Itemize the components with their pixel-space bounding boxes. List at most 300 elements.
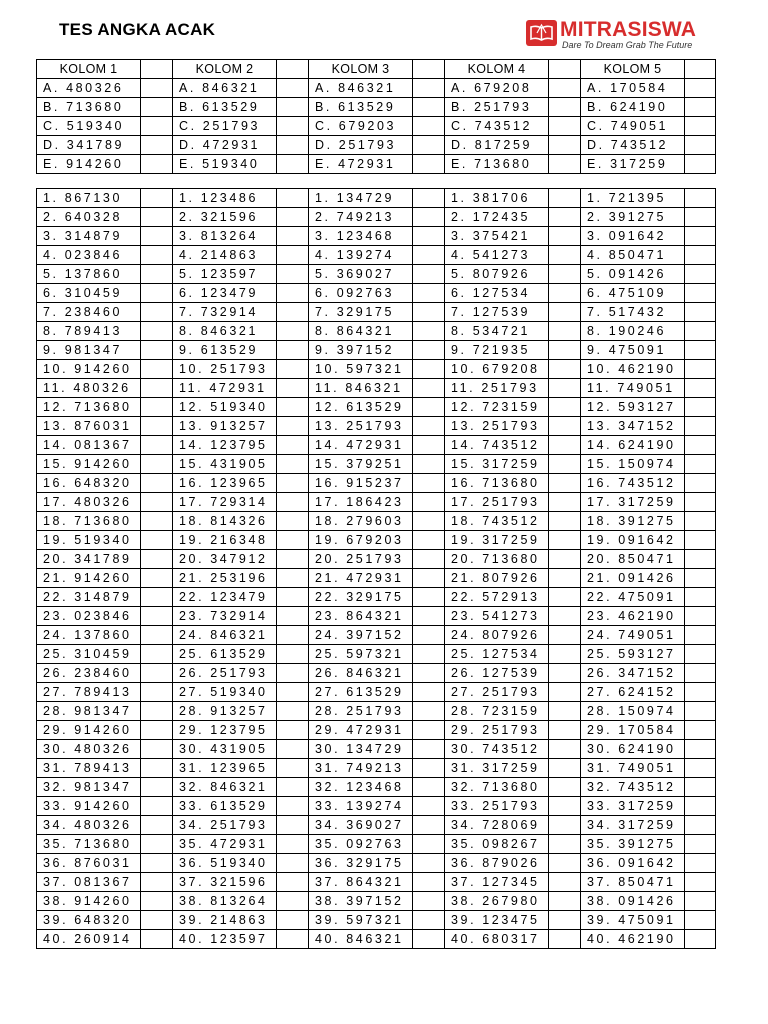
answer-cell[interactable] bbox=[277, 740, 309, 759]
answer-cell[interactable] bbox=[549, 303, 581, 322]
answer-cell[interactable] bbox=[413, 189, 445, 208]
question-cell: 4. 214863 bbox=[173, 246, 277, 265]
answer-cell[interactable] bbox=[685, 341, 716, 360]
answer-cell[interactable] bbox=[141, 569, 173, 588]
answer-cell[interactable] bbox=[141, 911, 173, 930]
answer-cell[interactable] bbox=[549, 873, 581, 892]
answer-cell[interactable] bbox=[549, 702, 581, 721]
answer-cell[interactable] bbox=[549, 607, 581, 626]
answer-cell[interactable] bbox=[413, 398, 445, 417]
question-cell: 27. 789413 bbox=[37, 683, 141, 702]
answer-cell[interactable] bbox=[549, 569, 581, 588]
option-spacer bbox=[277, 117, 309, 136]
question-cell: 29. 472931 bbox=[309, 721, 413, 740]
question-cell: 24. 807926 bbox=[445, 626, 549, 645]
question-cell: 30. 480326 bbox=[37, 740, 141, 759]
option-cell: A. 679208 bbox=[445, 79, 549, 98]
header-spacer bbox=[141, 60, 173, 79]
answer-cell[interactable] bbox=[413, 683, 445, 702]
answer-cell[interactable] bbox=[141, 265, 173, 284]
question-cell: 27. 613529 bbox=[309, 683, 413, 702]
answer-cell[interactable] bbox=[141, 455, 173, 474]
answer-cell[interactable] bbox=[141, 550, 173, 569]
option-row bbox=[37, 136, 716, 155]
answer-cell[interactable] bbox=[141, 379, 173, 398]
option-cell: E. 713680 bbox=[445, 155, 549, 174]
answer-cell[interactable] bbox=[277, 759, 309, 778]
answer-cell[interactable] bbox=[685, 227, 716, 246]
answer-cell[interactable] bbox=[685, 892, 716, 911]
option-cell: B. 713680 bbox=[37, 98, 141, 117]
question-row bbox=[37, 911, 716, 930]
question-cell: 37. 321596 bbox=[173, 873, 277, 892]
answer-cell[interactable] bbox=[549, 911, 581, 930]
answer-cell[interactable] bbox=[685, 512, 716, 531]
answer-cell[interactable] bbox=[685, 721, 716, 740]
answer-cell[interactable] bbox=[277, 246, 309, 265]
answer-cell[interactable] bbox=[277, 778, 309, 797]
answer-cell[interactable] bbox=[685, 379, 716, 398]
answer-cell[interactable] bbox=[685, 626, 716, 645]
answer-cell[interactable] bbox=[685, 607, 716, 626]
answer-cell[interactable] bbox=[141, 417, 173, 436]
answer-cell[interactable] bbox=[549, 398, 581, 417]
question-cell: 10. 251793 bbox=[173, 360, 277, 379]
question-cell: 25. 613529 bbox=[173, 645, 277, 664]
question-cell: 31. 749051 bbox=[581, 759, 685, 778]
question-cell: 16. 743512 bbox=[581, 474, 685, 493]
answer-cell[interactable] bbox=[413, 341, 445, 360]
question-row bbox=[37, 360, 716, 379]
answer-cell[interactable] bbox=[549, 379, 581, 398]
answer-cell[interactable] bbox=[141, 626, 173, 645]
option-spacer bbox=[549, 98, 581, 117]
answer-cell[interactable] bbox=[141, 797, 173, 816]
answer-cell[interactable] bbox=[685, 531, 716, 550]
answer-cell[interactable] bbox=[277, 588, 309, 607]
answer-cell[interactable] bbox=[685, 550, 716, 569]
answer-cell[interactable] bbox=[413, 664, 445, 683]
answer-cell[interactable] bbox=[549, 759, 581, 778]
answer-cell[interactable] bbox=[685, 493, 716, 512]
answer-cell[interactable] bbox=[141, 531, 173, 550]
question-row bbox=[37, 626, 716, 645]
answer-cell[interactable] bbox=[549, 854, 581, 873]
question-cell: 13. 251793 bbox=[445, 417, 549, 436]
answer-cell[interactable] bbox=[685, 759, 716, 778]
option-spacer bbox=[413, 117, 445, 136]
question-cell: 2. 391275 bbox=[581, 208, 685, 227]
answer-cell[interactable] bbox=[277, 607, 309, 626]
answer-cell[interactable] bbox=[277, 360, 309, 379]
question-cell: 36. 876031 bbox=[37, 854, 141, 873]
answer-cell[interactable] bbox=[685, 930, 716, 949]
question-cell: 36. 879026 bbox=[445, 854, 549, 873]
answer-cell[interactable] bbox=[685, 417, 716, 436]
answer-cell[interactable] bbox=[413, 246, 445, 265]
answer-cell[interactable] bbox=[277, 702, 309, 721]
answer-cell[interactable] bbox=[413, 721, 445, 740]
answer-cell[interactable] bbox=[277, 436, 309, 455]
answer-cell[interactable] bbox=[277, 284, 309, 303]
question-cell: 24. 749051 bbox=[581, 626, 685, 645]
answer-cell[interactable] bbox=[685, 816, 716, 835]
answer-cell[interactable] bbox=[413, 873, 445, 892]
answer-cell[interactable] bbox=[549, 493, 581, 512]
answer-cell[interactable] bbox=[413, 645, 445, 664]
answer-cell[interactable] bbox=[549, 322, 581, 341]
option-cell: C. 519340 bbox=[37, 117, 141, 136]
answer-cell[interactable] bbox=[685, 854, 716, 873]
answer-cell[interactable] bbox=[277, 645, 309, 664]
answer-cell[interactable] bbox=[685, 797, 716, 816]
answer-cell[interactable] bbox=[141, 474, 173, 493]
answer-cell[interactable] bbox=[277, 474, 309, 493]
question-row bbox=[37, 607, 716, 626]
answer-cell[interactable] bbox=[685, 588, 716, 607]
question-row bbox=[37, 417, 716, 436]
answer-cell[interactable] bbox=[277, 189, 309, 208]
answer-cell[interactable] bbox=[277, 512, 309, 531]
answer-cell[interactable] bbox=[549, 816, 581, 835]
answer-cell[interactable] bbox=[413, 322, 445, 341]
answer-cell[interactable] bbox=[549, 512, 581, 531]
option-cell: A. 170584 bbox=[581, 79, 685, 98]
answer-cell[interactable] bbox=[413, 911, 445, 930]
answer-cell[interactable] bbox=[685, 208, 716, 227]
question-cell: 10. 462190 bbox=[581, 360, 685, 379]
answer-cell[interactable] bbox=[413, 227, 445, 246]
answer-cell[interactable] bbox=[685, 436, 716, 455]
question-cell: 20. 347912 bbox=[173, 550, 277, 569]
question-cell: 14. 123795 bbox=[173, 436, 277, 455]
answer-cell[interactable] bbox=[141, 398, 173, 417]
answer-cell[interactable] bbox=[277, 626, 309, 645]
answer-cell[interactable] bbox=[549, 778, 581, 797]
question-row bbox=[37, 759, 716, 778]
option-cell: C. 749051 bbox=[581, 117, 685, 136]
answer-cell[interactable] bbox=[549, 417, 581, 436]
answer-cell[interactable] bbox=[141, 512, 173, 531]
answer-cell[interactable] bbox=[277, 265, 309, 284]
header-spacer bbox=[685, 60, 716, 79]
question-cell: 32. 743512 bbox=[581, 778, 685, 797]
answer-cell[interactable] bbox=[413, 436, 445, 455]
question-cell: 36. 519340 bbox=[173, 854, 277, 873]
answer-cell[interactable] bbox=[549, 360, 581, 379]
question-cell: 39. 214863 bbox=[173, 911, 277, 930]
answer-cell[interactable] bbox=[413, 626, 445, 645]
answer-cell[interactable] bbox=[277, 550, 309, 569]
question-cell: 8. 846321 bbox=[173, 322, 277, 341]
answer-cell[interactable] bbox=[141, 341, 173, 360]
answer-cell[interactable] bbox=[413, 208, 445, 227]
answer-cell[interactable] bbox=[277, 721, 309, 740]
answer-cell[interactable] bbox=[277, 664, 309, 683]
answer-cell[interactable] bbox=[277, 930, 309, 949]
question-cell: 7. 127539 bbox=[445, 303, 549, 322]
answer-cell[interactable] bbox=[277, 208, 309, 227]
question-cell: 1. 721395 bbox=[581, 189, 685, 208]
answer-cell[interactable] bbox=[549, 550, 581, 569]
answer-cell[interactable] bbox=[141, 740, 173, 759]
answer-cell[interactable] bbox=[549, 436, 581, 455]
answer-cell[interactable] bbox=[141, 892, 173, 911]
answer-cell[interactable] bbox=[685, 664, 716, 683]
answer-cell[interactable] bbox=[277, 322, 309, 341]
answer-cell[interactable] bbox=[549, 208, 581, 227]
option-cell: C. 743512 bbox=[445, 117, 549, 136]
answer-cell[interactable] bbox=[141, 930, 173, 949]
question-cell: 15. 379251 bbox=[309, 455, 413, 474]
question-row bbox=[37, 835, 716, 854]
answer-cell[interactable] bbox=[549, 227, 581, 246]
question-cell: 37. 850471 bbox=[581, 873, 685, 892]
answer-cell[interactable] bbox=[277, 398, 309, 417]
answer-cell[interactable] bbox=[549, 892, 581, 911]
answer-cell[interactable] bbox=[413, 892, 445, 911]
answer-cell[interactable] bbox=[413, 702, 445, 721]
question-cell: 15. 914260 bbox=[37, 455, 141, 474]
option-spacer bbox=[549, 79, 581, 98]
question-row bbox=[37, 493, 716, 512]
answer-cell[interactable] bbox=[413, 740, 445, 759]
question-cell: 30. 431905 bbox=[173, 740, 277, 759]
answer-cell[interactable] bbox=[141, 873, 173, 892]
question-cell: 17. 729314 bbox=[173, 493, 277, 512]
answer-cell[interactable] bbox=[685, 189, 716, 208]
question-cell: 29. 251793 bbox=[445, 721, 549, 740]
answer-cell[interactable] bbox=[277, 854, 309, 873]
question-cell: 30. 134729 bbox=[309, 740, 413, 759]
question-cell: 16. 648320 bbox=[37, 474, 141, 493]
answer-cell[interactable] bbox=[685, 873, 716, 892]
answer-cell[interactable] bbox=[277, 873, 309, 892]
answer-cell[interactable] bbox=[141, 303, 173, 322]
column-header: KOLOM 3 bbox=[309, 60, 413, 79]
question-cell: 8. 534721 bbox=[445, 322, 549, 341]
answer-cell[interactable] bbox=[141, 322, 173, 341]
header-spacer bbox=[549, 60, 581, 79]
answer-cell[interactable] bbox=[277, 797, 309, 816]
answer-cell[interactable] bbox=[277, 379, 309, 398]
option-cell: E. 914260 bbox=[37, 155, 141, 174]
question-cell: 21. 807926 bbox=[445, 569, 549, 588]
answer-cell[interactable] bbox=[141, 816, 173, 835]
answer-cell[interactable] bbox=[685, 778, 716, 797]
answer-cell[interactable] bbox=[685, 911, 716, 930]
option-cell: B. 613529 bbox=[309, 98, 413, 117]
answer-cell[interactable] bbox=[685, 702, 716, 721]
answer-cell[interactable] bbox=[277, 816, 309, 835]
answer-cell[interactable] bbox=[277, 892, 309, 911]
answer-cell[interactable] bbox=[549, 531, 581, 550]
question-cell: 34. 728069 bbox=[445, 816, 549, 835]
header-row bbox=[37, 60, 716, 79]
question-cell: 12. 613529 bbox=[309, 398, 413, 417]
answer-cell[interactable] bbox=[277, 835, 309, 854]
question-cell: 21. 091426 bbox=[581, 569, 685, 588]
answer-cell[interactable] bbox=[413, 455, 445, 474]
answer-cell[interactable] bbox=[413, 854, 445, 873]
answer-cell[interactable] bbox=[413, 778, 445, 797]
answer-cell[interactable] bbox=[549, 797, 581, 816]
answer-cell[interactable] bbox=[413, 531, 445, 550]
question-cell: 13. 251793 bbox=[309, 417, 413, 436]
column-header: KOLOM 2 bbox=[173, 60, 277, 79]
question-cell: 34. 317259 bbox=[581, 816, 685, 835]
answer-cell[interactable] bbox=[141, 664, 173, 683]
question-cell: 25. 597321 bbox=[309, 645, 413, 664]
option-spacer bbox=[277, 155, 309, 174]
question-row bbox=[37, 512, 716, 531]
answer-cell[interactable] bbox=[685, 835, 716, 854]
answer-cell[interactable] bbox=[685, 284, 716, 303]
answer-cell[interactable] bbox=[685, 740, 716, 759]
answer-cell[interactable] bbox=[141, 759, 173, 778]
question-cell: 11. 472931 bbox=[173, 379, 277, 398]
question-cell: 38. 397152 bbox=[309, 892, 413, 911]
answer-cell[interactable] bbox=[277, 417, 309, 436]
question-cell: 20. 850471 bbox=[581, 550, 685, 569]
answer-cell[interactable] bbox=[685, 246, 716, 265]
question-cell: 17. 480326 bbox=[37, 493, 141, 512]
question-cell: 31. 317259 bbox=[445, 759, 549, 778]
answer-cell[interactable] bbox=[685, 265, 716, 284]
question-row bbox=[37, 341, 716, 360]
answer-cell[interactable] bbox=[549, 835, 581, 854]
question-cell: 20. 251793 bbox=[309, 550, 413, 569]
question-cell: 11. 749051 bbox=[581, 379, 685, 398]
question-row bbox=[37, 208, 716, 227]
answer-cell[interactable] bbox=[549, 284, 581, 303]
answer-cell[interactable] bbox=[277, 455, 309, 474]
answer-cell[interactable] bbox=[413, 379, 445, 398]
answer-cell[interactable] bbox=[549, 265, 581, 284]
answer-cell[interactable] bbox=[277, 911, 309, 930]
answer-cell[interactable] bbox=[685, 569, 716, 588]
question-cell: 4. 023846 bbox=[37, 246, 141, 265]
answer-cell[interactable] bbox=[277, 341, 309, 360]
answer-cell[interactable] bbox=[549, 930, 581, 949]
answer-cell[interactable] bbox=[141, 683, 173, 702]
answer-cell[interactable] bbox=[413, 284, 445, 303]
option-cell: E. 472931 bbox=[309, 155, 413, 174]
answer-cell[interactable] bbox=[141, 778, 173, 797]
question-cell: 27. 624152 bbox=[581, 683, 685, 702]
answer-cell[interactable] bbox=[277, 227, 309, 246]
answer-cell[interactable] bbox=[141, 854, 173, 873]
answer-cell[interactable] bbox=[549, 645, 581, 664]
answer-cell[interactable] bbox=[413, 417, 445, 436]
answer-cell[interactable] bbox=[277, 683, 309, 702]
answer-cell[interactable] bbox=[141, 284, 173, 303]
answer-cell[interactable] bbox=[413, 797, 445, 816]
answer-cell[interactable] bbox=[141, 721, 173, 740]
answer-cell[interactable] bbox=[413, 303, 445, 322]
answer-cell[interactable] bbox=[685, 322, 716, 341]
question-cell: 14. 743512 bbox=[445, 436, 549, 455]
question-row bbox=[37, 379, 716, 398]
question-cell: 39. 597321 bbox=[309, 911, 413, 930]
answer-cell[interactable] bbox=[685, 360, 716, 379]
question-cell: 27. 519340 bbox=[173, 683, 277, 702]
answer-cell[interactable] bbox=[685, 645, 716, 664]
answer-cell[interactable] bbox=[413, 588, 445, 607]
question-cell: 35. 713680 bbox=[37, 835, 141, 854]
question-cell: 33. 613529 bbox=[173, 797, 277, 816]
answer-cell[interactable] bbox=[141, 436, 173, 455]
answer-cell[interactable] bbox=[549, 189, 581, 208]
answer-cell[interactable] bbox=[413, 835, 445, 854]
answer-cell[interactable] bbox=[141, 189, 173, 208]
answer-cell[interactable] bbox=[413, 759, 445, 778]
answer-cell[interactable] bbox=[141, 208, 173, 227]
question-cell: 25. 593127 bbox=[581, 645, 685, 664]
question-cell: 35. 098267 bbox=[445, 835, 549, 854]
answer-cell[interactable] bbox=[413, 816, 445, 835]
answer-cell[interactable] bbox=[549, 474, 581, 493]
answer-cell[interactable] bbox=[141, 588, 173, 607]
answer-cell[interactable] bbox=[549, 721, 581, 740]
answer-cell[interactable] bbox=[413, 607, 445, 626]
answer-cell[interactable] bbox=[685, 455, 716, 474]
answer-cell[interactable] bbox=[549, 246, 581, 265]
answer-cell[interactable] bbox=[141, 645, 173, 664]
answer-cell[interactable] bbox=[141, 227, 173, 246]
question-cell: 22. 123479 bbox=[173, 588, 277, 607]
answer-cell[interactable] bbox=[413, 360, 445, 379]
answer-cell[interactable] bbox=[549, 341, 581, 360]
answer-cell[interactable] bbox=[277, 493, 309, 512]
answer-cell[interactable] bbox=[277, 303, 309, 322]
question-cell: 18. 279603 bbox=[309, 512, 413, 531]
answer-cell[interactable] bbox=[141, 360, 173, 379]
answer-cell[interactable] bbox=[277, 569, 309, 588]
answer-cell[interactable] bbox=[549, 455, 581, 474]
answer-cell[interactable] bbox=[141, 835, 173, 854]
answer-cell[interactable] bbox=[549, 588, 581, 607]
answer-cell[interactable] bbox=[549, 740, 581, 759]
answer-cell[interactable] bbox=[685, 398, 716, 417]
answer-cell[interactable] bbox=[685, 303, 716, 322]
answer-cell[interactable] bbox=[413, 474, 445, 493]
answer-cell[interactable] bbox=[413, 493, 445, 512]
answer-cell[interactable] bbox=[413, 512, 445, 531]
answer-cell[interactable] bbox=[549, 664, 581, 683]
answer-cell[interactable] bbox=[685, 474, 716, 493]
answer-cell[interactable] bbox=[413, 265, 445, 284]
answer-cell[interactable] bbox=[413, 930, 445, 949]
answer-cell[interactable] bbox=[141, 246, 173, 265]
answer-cell[interactable] bbox=[141, 607, 173, 626]
answer-cell[interactable] bbox=[141, 702, 173, 721]
question-cell: 3. 123468 bbox=[309, 227, 413, 246]
brand-tagline: Dare To Dream Grab The Future bbox=[562, 40, 693, 50]
answer-cell[interactable] bbox=[549, 683, 581, 702]
question-cell: 8. 789413 bbox=[37, 322, 141, 341]
answer-cell[interactable] bbox=[549, 626, 581, 645]
answer-cell[interactable] bbox=[277, 531, 309, 550]
answer-cell[interactable] bbox=[413, 569, 445, 588]
answer-cell[interactable] bbox=[685, 683, 716, 702]
question-cell: 38. 091426 bbox=[581, 892, 685, 911]
option-cell: B. 613529 bbox=[173, 98, 277, 117]
answer-cell[interactable] bbox=[141, 493, 173, 512]
question-cell: 18. 713680 bbox=[37, 512, 141, 531]
answer-cell[interactable] bbox=[413, 550, 445, 569]
question-cell: 19. 679203 bbox=[309, 531, 413, 550]
